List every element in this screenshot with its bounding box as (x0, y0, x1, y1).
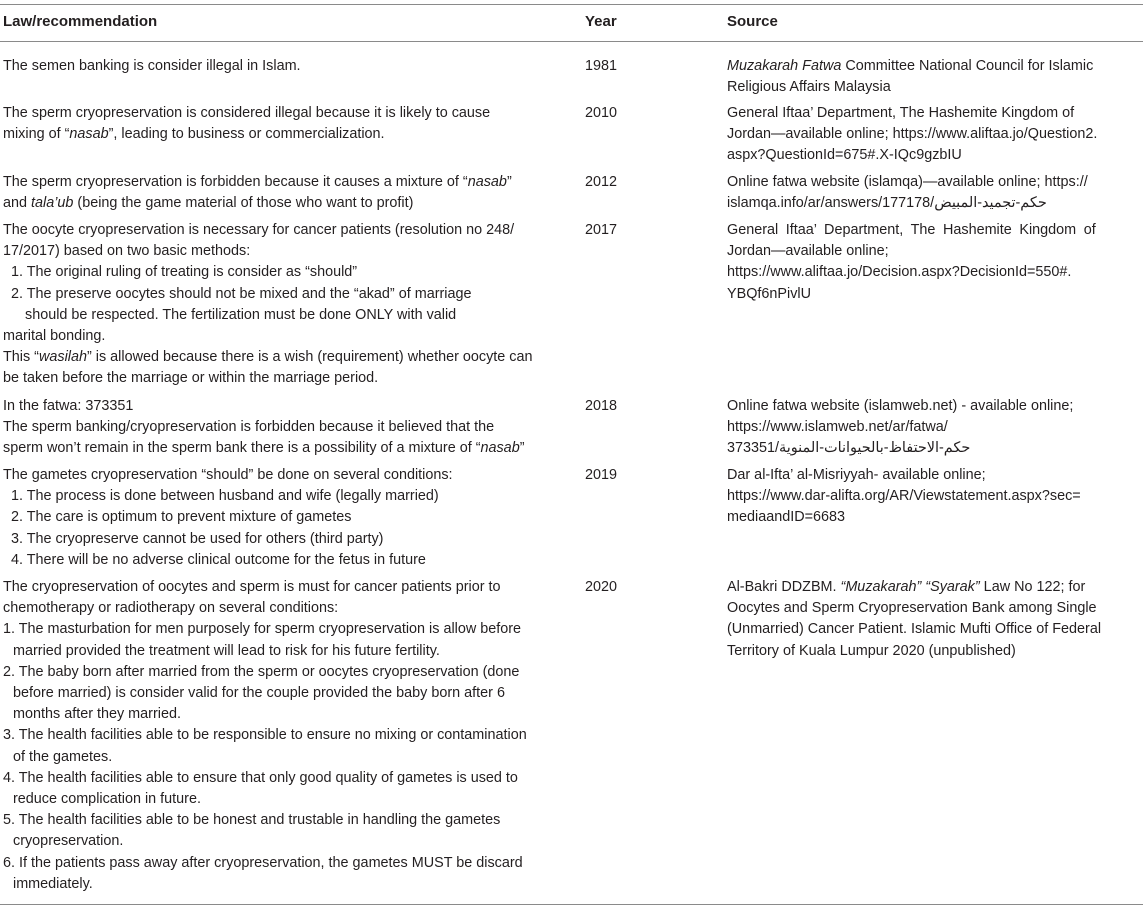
law-line: reduce complication in future. (13, 791, 201, 808)
source-line: Jordan—available online; (727, 243, 889, 260)
law-cell (3, 396, 568, 460)
year-cell: 2010 (585, 105, 618, 121)
source-cell (727, 172, 1141, 214)
muzakarah-fatwa-italic: Muzakarah Fatwa (727, 58, 842, 74)
law-line: married provided the treatment will lead to risk for his future fertility. (13, 642, 440, 659)
source-cell (727, 577, 1141, 662)
source-cell (727, 220, 1141, 305)
source-line: General Iftaa’ Department, The Hashemite Kingdom of (727, 105, 1075, 121)
source-line: aspx?QuestionId=675#.X-IQc9gzbIU (727, 147, 962, 164)
law-line: In the fatwa: 373351 (3, 398, 134, 414)
law-line: The sperm cryopreservation is forbidden because it causes a mixture of “nasab” (3, 174, 512, 190)
year-cell: 2018 (585, 398, 618, 414)
law-line: The oocyte cryopreservation is necessary for cancer patients (resolution no 248/ (3, 222, 515, 238)
law-line: 3. The cryopreserve cannot be used for others (third party) (11, 530, 384, 547)
table-bottom-rule (0, 904, 1143, 905)
law-line: cryopreservation. (13, 833, 124, 850)
source-line: mediaandID=6683 (727, 509, 846, 526)
source-line: https://www.aliftaa.jo/Decision.aspx?DecisionId=550#. (727, 264, 1072, 281)
source-line: Religious Affairs Malaysia (727, 79, 891, 96)
source-line: https://www.islamweb.net/ar/fatwa/ (727, 419, 948, 436)
source-line: 373351/حكم-الاحتفاظ-بالحيوانات-المنوية (727, 440, 971, 457)
law-cell (3, 220, 568, 390)
header-rule (0, 41, 1143, 42)
table-top-rule (0, 4, 1143, 5)
law-line: The sperm cryopreservation is considered illegal because it is likely to cause (3, 105, 491, 121)
law-line: mixing of “nasab”, leading to business or commercialization. (3, 126, 385, 143)
year-cell: 1981 (585, 58, 618, 74)
law-line: immediately. (13, 875, 93, 892)
law-line: 3. The health facilities able to be responsible to ensure no mixing or contamination (3, 727, 527, 744)
law-line: The sperm banking/cryopreservation is forbidden because it believed that the (3, 419, 495, 436)
law-cell (3, 577, 568, 895)
year-cell: 2017 (585, 222, 618, 238)
source-line: General Iftaa’ Department, The Hashemite Kingdom of (727, 222, 1096, 238)
law-line: The gametes cryopreservation “should” be done on several conditions: (3, 467, 453, 483)
source-line: Dar al-Ifta’ al-Misriyyah- available online; (727, 467, 986, 483)
law-line: 6. If the patients pass away after cryopreservation, the gametes MUST be discard (3, 854, 523, 871)
source-line: Online fatwa website (islamqa)—available online; https:// (727, 174, 1088, 190)
law-line: before married) is consider valid for the couple provided the baby born after 6 (13, 685, 505, 702)
header-source: Source (727, 13, 778, 30)
law-line: should be respected. The fertilization must be done ONLY with valid (25, 306, 457, 323)
law-cell (3, 465, 568, 571)
source-line: Territory of Kuala Lumpur 2020 (unpublished) (727, 642, 1016, 659)
source-line: Online fatwa website (islamweb.net) - available online; (727, 398, 1074, 414)
law-line: 1. The process is done between husband and wife (legally married) (11, 488, 439, 505)
law-line: of the gametes. (13, 748, 113, 765)
law-line: 2. The care is optimum to prevent mixture of gametes (11, 509, 352, 526)
law-line: 2. The preserve oocytes should not be mixed and the “akad” of marriage (11, 285, 472, 302)
source-line: Jordan—available online; https://www.aliftaa.jo/Question2. (727, 126, 1098, 143)
source-line: https://www.dar-alifta.org/AR/Viewstatement.aspx?sec= (727, 488, 1081, 505)
source-cell (727, 465, 1141, 529)
source-cell (727, 396, 1141, 460)
year-cell: 2012 (585, 174, 618, 190)
law-line: months after they married. (13, 706, 181, 723)
law-line: 2. The baby born after married from the sperm or oocytes cryopreservation (done (3, 663, 520, 680)
law-line: marital bonding. (3, 328, 106, 345)
law-line: 17/2017) based on two basic methods: (3, 243, 251, 260)
law-cell (3, 172, 568, 214)
source-line: Muzakarah Fatwa Committee National Council for Islamic (727, 58, 1094, 74)
year-cell: 2019 (585, 467, 618, 483)
source-cell (727, 56, 1141, 98)
law-line: 1. The original ruling of treating is consider as “should” (11, 264, 358, 281)
law-line: 5. The health facilities able to be honest and trustable in handling the gametes (3, 812, 501, 829)
law-line: 4. The health facilities able to ensure that only good quality of gametes is used to (3, 769, 518, 786)
law-line: and tala’ub (being the game material of those who want to profit) (3, 195, 414, 212)
law-line: 4. There will be no adverse clinical outcome for the fetus in future (11, 551, 426, 568)
law-cell (3, 56, 568, 77)
law-line: be taken before the marriage or within the marriage period. (3, 370, 379, 387)
year-cell: 2020 (585, 579, 618, 595)
law-line: 1. The masturbation for men purposely for sperm cryopreservation is allow before (3, 621, 522, 638)
source-line: (Unmarried) Cancer Patient. Islamic Mufti Office of Federal (727, 621, 1102, 638)
header-year: Year (585, 13, 617, 30)
source-line: YBQf6nPivlU (727, 285, 811, 302)
source-cell (727, 103, 1141, 167)
source-line: Al-Bakri DDZBM. “Muzakarah” “Syarak” Law No 122; for (727, 579, 1086, 595)
law-line: The semen banking is consider illegal in Islam. (3, 58, 301, 74)
law-cell (3, 103, 568, 145)
source-line: islamqa.info/ar/answers/177178/حكم-تجميد-المبيض (727, 195, 1047, 212)
law-line: The cryopreservation of oocytes and sperm is must for cancer patients prior to (3, 579, 501, 595)
law-line: sperm won’t remain in the sperm bank there is a possibility of a mixture of “nasab” (3, 440, 525, 457)
law-line: chemotherapy or radiotherapy on several conditions: (3, 600, 339, 617)
law-line: This “wasilah” is allowed because there is a wish (requirement) whether oocyte can (3, 349, 533, 366)
source-line: Oocytes and Sperm Cryopreservation Bank among Single (727, 600, 1097, 617)
header-law: Law/recommendation (3, 13, 158, 30)
